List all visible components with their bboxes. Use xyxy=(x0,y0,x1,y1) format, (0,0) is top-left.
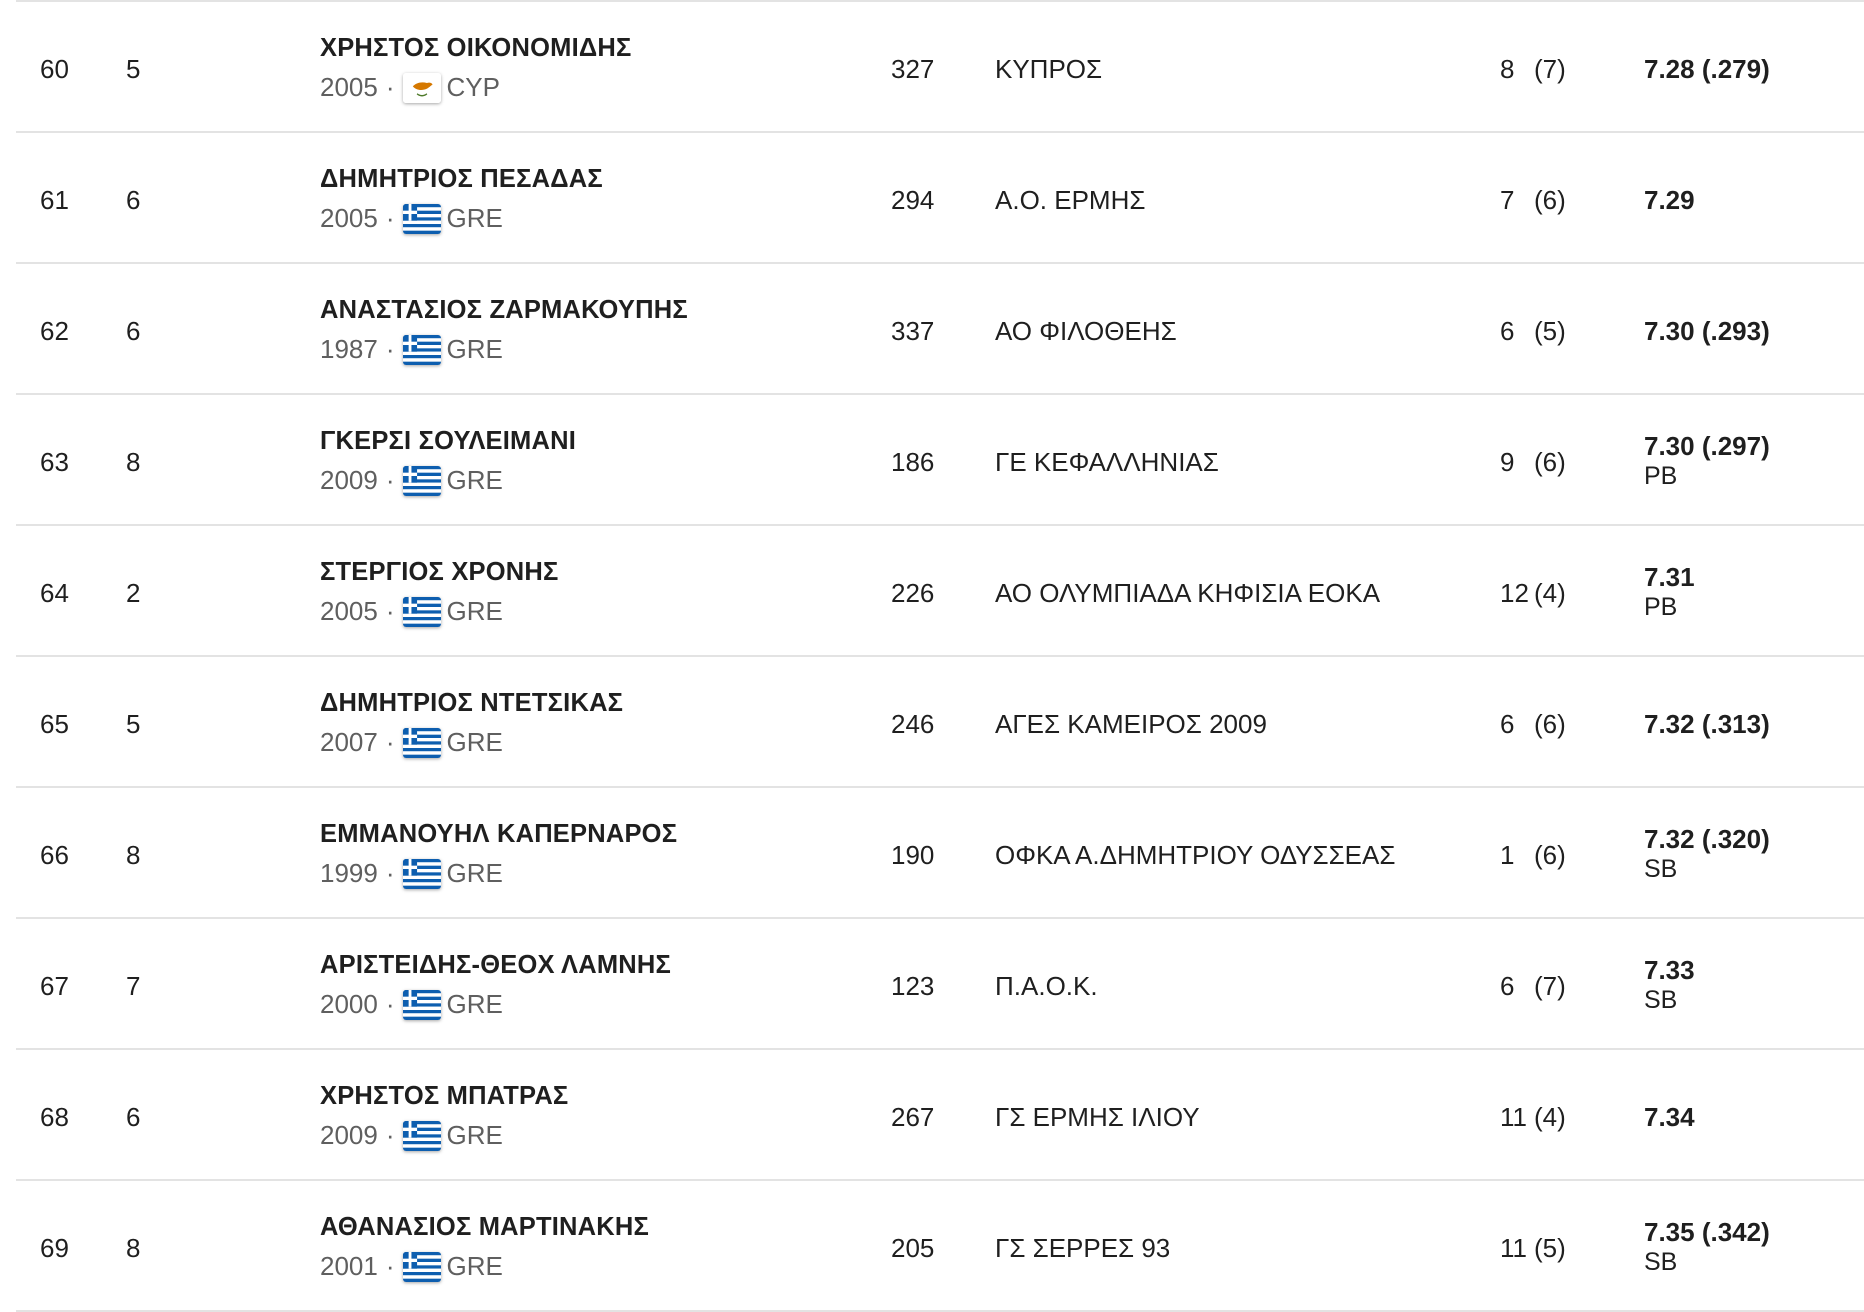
result-cell xyxy=(1644,1102,1695,1132)
place-cell: 62 xyxy=(40,316,69,346)
results-table xyxy=(16,0,1864,1312)
result-mark: 7.30 (.297) xyxy=(1644,431,1770,461)
record-badge: PB xyxy=(1644,462,1678,490)
lane-number: 8 xyxy=(1500,54,1515,84)
lane-cell xyxy=(1500,1233,1566,1264)
result-cell xyxy=(1644,955,1695,1015)
lane-cell xyxy=(1500,185,1566,216)
result-mark: 7.28 (.279) xyxy=(1644,54,1770,84)
greece-flag-icon xyxy=(403,1121,441,1151)
athlete-meta xyxy=(320,465,503,496)
lane-cell xyxy=(1500,54,1566,85)
athlete-name[interactable]: ΑΡΙΣΤΕΙΔΗΣ-ΘΕΟΧ ΛΑΜΝΗΣ xyxy=(320,951,672,979)
bib-cell: 205 xyxy=(891,1233,935,1263)
athlete-name[interactable]: ΧΡΗΣΤΟΣ ΟΙΚΟΝΟΜΙΔΗΣ xyxy=(320,34,632,62)
place-cell: 63 xyxy=(40,447,69,477)
club-cell: ΑΟ ΟΛΥΜΠΙΑΔΑ ΚΗΦΙΣΙΑ ΕΟΚΑ xyxy=(995,578,1381,608)
lane-position: (6) xyxy=(1534,185,1566,215)
club-cell: ΟΦΚΑ Α.ΔΗΜΗΤΡΙΟΥ ΟΔΥΣΣΕΑΣ xyxy=(995,840,1396,870)
birth-year: 2005 xyxy=(320,203,378,233)
result-cell xyxy=(1644,316,1770,346)
birth-year: 2009 xyxy=(320,465,378,495)
heat-cell: 5 xyxy=(126,54,141,84)
lane-number: 12 xyxy=(1500,578,1529,608)
table-row[interactable] xyxy=(16,395,1864,526)
place-cell: 67 xyxy=(40,971,69,1001)
athlete-meta xyxy=(320,596,503,627)
athlete-name[interactable]: ΕΜΜΑΝΟΥΗΛ ΚΑΠΕΡΝΑΡΟΣ xyxy=(320,820,678,848)
lane-cell xyxy=(1500,316,1566,347)
heat-cell: 5 xyxy=(126,709,141,739)
greece-flag-icon xyxy=(403,1252,441,1282)
greece-flag-icon xyxy=(403,859,441,889)
birth-year: 2007 xyxy=(320,727,378,757)
athlete-name[interactable]: ΑΘΑΝΑΣΙΟΣ ΜΑΡΤΙΝΑΚΗΣ xyxy=(320,1213,650,1241)
nation-code: GRE xyxy=(446,1251,503,1281)
bib-cell: 337 xyxy=(891,316,935,346)
heat-cell: 2 xyxy=(126,578,141,608)
lane-position: (4) xyxy=(1534,1102,1566,1132)
result-cell xyxy=(1644,709,1770,739)
separator-dot: · xyxy=(385,1251,395,1281)
nation-code: GRE xyxy=(446,858,503,888)
athlete-meta xyxy=(320,727,503,758)
record-badge: SB xyxy=(1644,855,1678,883)
table-row[interactable] xyxy=(16,1050,1864,1181)
heat-cell: 8 xyxy=(126,840,141,870)
club-cell: ΑΓΕΣ ΚΑΜΕΙΡΟΣ 2009 xyxy=(995,709,1267,739)
greece-flag-icon xyxy=(403,990,441,1020)
record-badge: SB xyxy=(1644,1248,1678,1276)
result-cell xyxy=(1644,185,1695,215)
athlete-meta xyxy=(320,1120,503,1151)
table-row[interactable] xyxy=(16,526,1864,657)
bib-cell: 327 xyxy=(891,54,935,84)
cyprus-flag-icon xyxy=(403,73,441,103)
result-mark: 7.29 xyxy=(1644,185,1695,215)
separator-dot: · xyxy=(385,72,395,102)
result-cell xyxy=(1644,824,1770,884)
birth-year: 2009 xyxy=(320,1120,378,1150)
separator-dot: · xyxy=(385,596,395,626)
table-row[interactable] xyxy=(16,2,1864,133)
place-cell: 68 xyxy=(40,1102,69,1132)
result-mark: 7.35 (.342) xyxy=(1644,1217,1770,1247)
birth-year: 2005 xyxy=(320,72,378,102)
bib-cell: 246 xyxy=(891,709,935,739)
result-cell xyxy=(1644,1217,1770,1277)
lane-position: (6) xyxy=(1534,709,1566,739)
club-cell: ΚΥΠΡΟΣ xyxy=(995,54,1103,84)
birth-year: 1987 xyxy=(320,334,378,364)
club-cell: Π.Α.Ο.Κ. xyxy=(995,971,1098,1001)
heat-cell: 7 xyxy=(126,971,141,1001)
nation-code: GRE xyxy=(446,1120,503,1150)
result-cell xyxy=(1644,54,1770,84)
place-cell: 69 xyxy=(40,1233,69,1263)
greece-flag-icon xyxy=(403,204,441,234)
result-mark: 7.31 xyxy=(1644,562,1695,592)
bib-cell: 294 xyxy=(891,185,935,215)
lane-number: 1 xyxy=(1500,840,1515,870)
club-cell: ΓΕ ΚΕΦΑΛΛΗΝΙΑΣ xyxy=(995,447,1219,477)
table-row[interactable] xyxy=(16,133,1864,264)
result-mark: 7.30 (.293) xyxy=(1644,316,1770,346)
separator-dot: · xyxy=(385,465,395,495)
athlete-meta xyxy=(320,203,503,234)
club-cell: ΓΣ ΕΡΜΗΣ ΙΛΙΟΥ xyxy=(995,1102,1200,1132)
heat-cell: 8 xyxy=(126,447,141,477)
table-row[interactable] xyxy=(16,788,1864,919)
lane-position: (4) xyxy=(1534,578,1566,608)
birth-year: 2000 xyxy=(320,989,378,1019)
nation-code: GRE xyxy=(446,596,503,626)
athlete-name[interactable]: ΔΗΜΗΤΡΙΟΣ ΝΤΕΤΣΙΚΑΣ xyxy=(320,689,624,717)
lane-number: 6 xyxy=(1500,709,1515,739)
lane-position: (7) xyxy=(1534,54,1566,84)
athlete-name[interactable]: ΧΡΗΣΤΟΣ ΜΠΑΤΡΑΣ xyxy=(320,1082,569,1110)
lane-position: (5) xyxy=(1534,316,1566,346)
lane-cell xyxy=(1500,1102,1566,1133)
athlete-meta xyxy=(320,334,503,365)
result-mark: 7.32 (.320) xyxy=(1644,824,1770,854)
place-cell: 61 xyxy=(40,185,69,215)
athlete-meta xyxy=(320,1251,503,1282)
nation-code: GRE xyxy=(446,465,503,495)
athlete-name[interactable]: ΑΝΑΣΤΑΣΙΟΣ ΖΑΡΜΑΚΟΥΠΗΣ xyxy=(320,296,688,324)
club-cell: ΑΟ ΦΙΛΟΘΕΗΣ xyxy=(995,316,1177,346)
club-cell: Α.Ο. ΕΡΜΗΣ xyxy=(995,185,1146,215)
lane-cell xyxy=(1500,840,1566,871)
result-cell xyxy=(1644,562,1695,622)
athlete-name[interactable]: ΓΚΕΡΣΙ ΣΟΥΛΕΙΜΑΝΙ xyxy=(320,427,577,455)
result-cell xyxy=(1644,431,1770,491)
result-mark: 7.33 xyxy=(1644,955,1695,985)
birth-year: 1999 xyxy=(320,858,378,888)
lane-number: 6 xyxy=(1500,316,1515,346)
athlete-name[interactable]: ΔΗΜΗΤΡΙΟΣ ΠΕΣΑΔΑΣ xyxy=(320,165,603,193)
athlete-meta xyxy=(320,989,503,1020)
separator-dot: · xyxy=(385,727,395,757)
athlete-meta xyxy=(320,858,503,889)
nation-code: CYP xyxy=(446,72,500,102)
heat-cell: 6 xyxy=(126,1102,141,1132)
bib-cell: 267 xyxy=(891,1102,935,1132)
result-mark: 7.34 xyxy=(1644,1102,1695,1132)
bib-cell: 186 xyxy=(891,447,935,477)
lane-position: (6) xyxy=(1534,840,1566,870)
heat-cell: 6 xyxy=(126,316,141,346)
table-row[interactable] xyxy=(16,919,1864,1050)
athlete-name[interactable]: ΣΤΕΡΓΙΟΣ ΧΡΟΝΗΣ xyxy=(320,558,559,586)
lane-number: 11 xyxy=(1500,1233,1527,1263)
nation-code: GRE xyxy=(446,727,503,757)
separator-dot: · xyxy=(385,334,395,364)
place-cell: 60 xyxy=(40,54,69,84)
bib-cell: 190 xyxy=(891,840,935,870)
record-badge: PB xyxy=(1644,593,1678,621)
birth-year: 2005 xyxy=(320,596,378,626)
table-row[interactable] xyxy=(16,1181,1864,1312)
nation-code: GRE xyxy=(446,203,503,233)
table-row[interactable] xyxy=(16,657,1864,788)
club-cell: ΓΣ ΣΕΡΡΕΣ 93 xyxy=(995,1233,1171,1263)
greece-flag-icon xyxy=(403,335,441,365)
lane-position: (6) xyxy=(1534,447,1566,477)
separator-dot: · xyxy=(385,1120,395,1150)
lane-number: 9 xyxy=(1500,447,1515,477)
lane-cell xyxy=(1500,709,1566,740)
heat-cell: 6 xyxy=(126,185,141,215)
results-rows xyxy=(16,2,1864,1312)
heat-cell: 8 xyxy=(126,1233,141,1263)
place-cell: 65 xyxy=(40,709,69,739)
greece-flag-icon xyxy=(403,466,441,496)
lane-cell xyxy=(1500,447,1566,478)
lane-cell xyxy=(1500,578,1566,609)
athlete-meta xyxy=(320,72,500,103)
bib-cell: 226 xyxy=(891,578,935,608)
place-cell: 64 xyxy=(40,578,69,608)
result-mark: 7.32 (.313) xyxy=(1644,709,1770,739)
record-badge: SB xyxy=(1644,986,1678,1014)
bib-cell: 123 xyxy=(891,971,935,1001)
nation-code: GRE xyxy=(446,989,503,1019)
separator-dot: · xyxy=(385,203,395,233)
lane-position: (5) xyxy=(1534,1233,1566,1263)
place-cell: 66 xyxy=(40,840,69,870)
birth-year: 2001 xyxy=(320,1251,378,1281)
lane-position: (7) xyxy=(1534,971,1566,1001)
lane-number: 11 xyxy=(1500,1102,1527,1132)
greece-flag-icon xyxy=(403,597,441,627)
nation-code: GRE xyxy=(446,334,503,364)
greece-flag-icon xyxy=(403,728,441,758)
table-row[interactable] xyxy=(16,264,1864,395)
lane-number: 7 xyxy=(1500,185,1515,215)
separator-dot: · xyxy=(385,989,395,1019)
lane-number: 6 xyxy=(1500,971,1515,1001)
separator-dot: · xyxy=(385,858,395,888)
lane-cell xyxy=(1500,971,1566,1002)
